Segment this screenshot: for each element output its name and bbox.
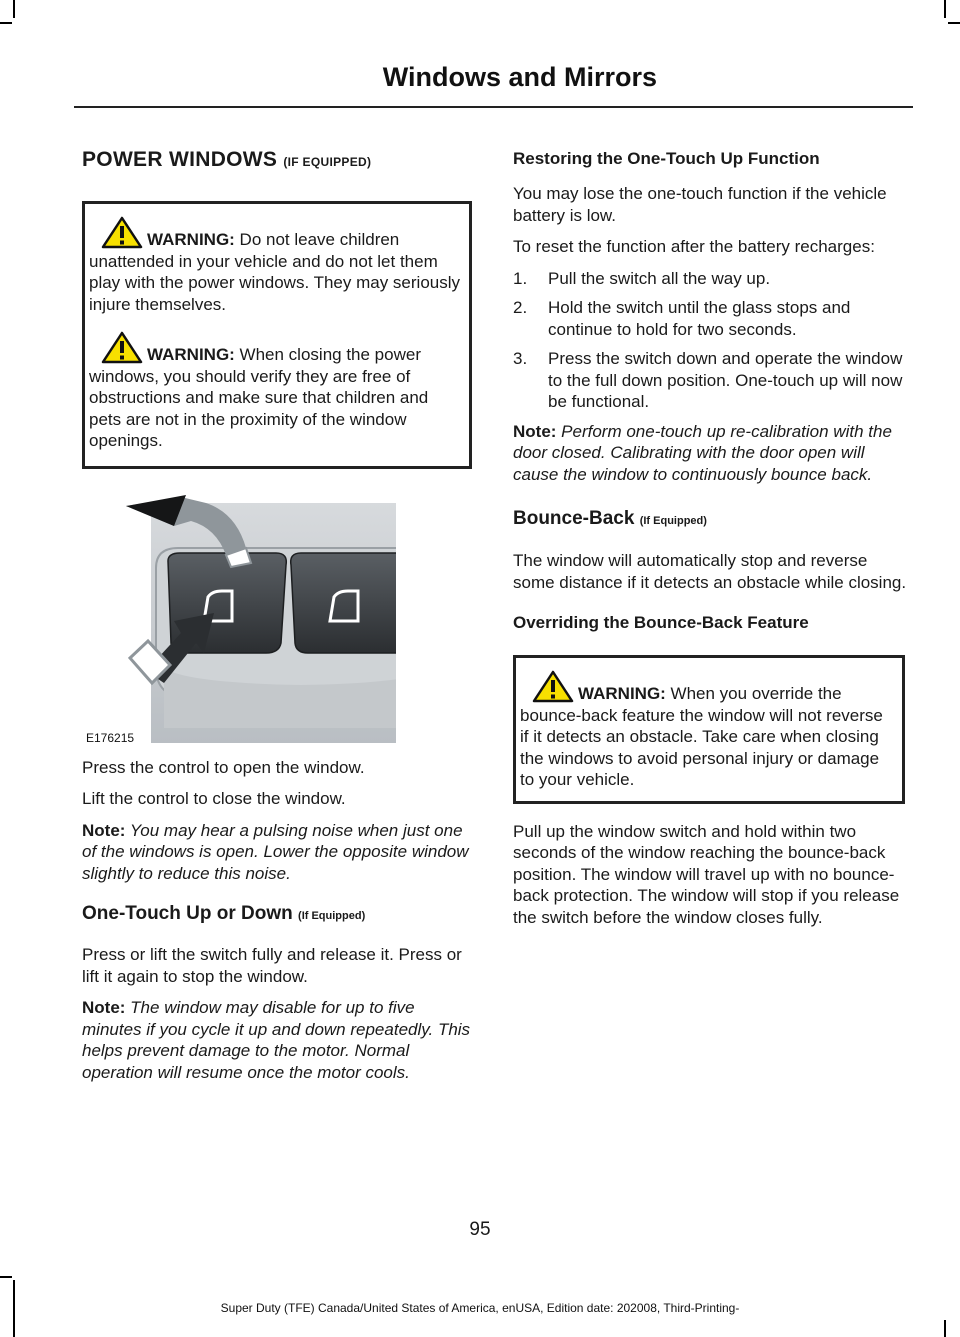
subheading-suffix: (If Equipped)	[298, 910, 366, 922]
warning-item	[89, 216, 461, 315]
section-title: POWER WINDOWS	[82, 148, 278, 171]
warning-item	[520, 670, 894, 791]
step-text: Pull the switch all the way up.	[548, 268, 771, 288]
subheading	[82, 901, 472, 929]
right-column	[513, 145, 908, 928]
warning-item	[89, 331, 461, 452]
left-column	[82, 145, 472, 1083]
figure-wrap	[82, 493, 472, 749]
subheading: Overriding the Bounce-Back Feature	[513, 613, 809, 632]
step-text: Press the switch down and operate the window to the full down position. One-touch up will now be functional.	[548, 349, 903, 411]
paragraph: You may lose the one-touch function if the vehicle battery is low.	[513, 184, 887, 225]
note-label: Note:	[82, 998, 126, 1017]
subheading-suffix: (If Equipped)	[639, 515, 707, 527]
section-suffix: (IF EQUIPPED)	[283, 155, 372, 169]
list-item	[513, 268, 908, 290]
note	[82, 997, 472, 1083]
note-label: Note:	[513, 421, 557, 441]
warning-label: WARNING:	[147, 345, 235, 364]
warning-box	[82, 201, 472, 469]
header-divider	[74, 106, 913, 108]
note-text: You may hear a pulsing noise when just one of the windows is open. Lower the opposite window slightly to reduce this noise.	[82, 820, 469, 883]
subheading-title: Bounce-Back	[513, 508, 635, 529]
list-item	[513, 348, 908, 413]
paragraph: To reset the function after the battery recharges:	[513, 237, 875, 256]
crop-mark	[0, 22, 12, 24]
window-switch-illustration	[86, 493, 386, 749]
crop-mark	[944, 1320, 946, 1337]
warning-box	[513, 655, 905, 804]
warning-triangle-icon	[101, 216, 143, 249]
page-number: 95	[469, 1219, 491, 1240]
paragraph: Pull up the window switch and hold within two seconds of the window reaching the bounce-back position. The window will travel up with no bounce-back protection. The window will stop if you release the switch before the window closes fully.	[513, 821, 900, 927]
subheading-title: One-Touch Up or Down	[82, 903, 293, 924]
subheading	[513, 506, 908, 534]
steps-list	[513, 268, 908, 413]
note	[513, 421, 908, 486]
list-item	[513, 297, 908, 340]
step-text: Hold the switch until the glass stops and continue to hold for two seconds.	[548, 298, 851, 339]
crop-mark	[13, 0, 15, 18]
footer-text: Super Duty (TFE) Canada/United States of America, enUSA, Edition date: 202008, Third-Printing-	[220, 1301, 740, 1315]
note-text: Perform one-touch up re-calibration with the door closed. Calibrating with the door open will cause the window to continuously bounce back.	[513, 421, 892, 484]
note-label: Note:	[82, 820, 126, 840]
crop-mark	[0, 1276, 12, 1278]
warning-label: WARNING:	[147, 230, 235, 249]
crop-mark	[948, 22, 960, 24]
step-number: 1.	[513, 268, 528, 288]
step-number: 2.	[513, 298, 528, 317]
warning-triangle-icon	[532, 670, 574, 703]
note-text: The window may disable for up to five minutes if you cycle it up and down repeatedly. This helps prevent damage to the motor. Normal operation will resume once the motor cools.	[82, 998, 471, 1082]
warning-text: Do not leave children unattended in your vehicle and do not let them play with the power windows. They may seriously injure themselves.	[89, 230, 461, 314]
warning-text: When you override the bounce-back feature the window will not reverse if it detects an obstacle. Take care when closing the windows to avoid personal injury or damage to your vehicle.	[520, 684, 883, 789]
warning-label: WARNING:	[578, 684, 666, 703]
switch-figure-svg	[86, 493, 396, 743]
warning-text: When closing the power windows, you should verify they are free of obstructions and make sure that children and pets are not in the proximity of the window openings.	[89, 345, 429, 450]
step-number: 3.	[513, 349, 528, 368]
page-title: Windows and Mirrors	[382, 62, 657, 92]
crop-mark	[944, 0, 946, 18]
figure-id: E176215	[86, 730, 135, 745]
section-heading	[82, 148, 472, 172]
one-touch-instruction: Press or lift the switch fully and release it. Press or lift it again to stop the window.	[82, 945, 462, 986]
warning-triangle-icon	[101, 331, 143, 364]
paragraph: The window will automatically stop and reverse some distance if it detects an obstacle while closing.	[513, 551, 907, 592]
close-instruction: Lift the control to close the window.	[82, 789, 346, 808]
note	[82, 820, 472, 885]
open-instruction: Press the control to open the window.	[82, 757, 365, 777]
subheading: Restoring the One-Touch Up Function	[513, 149, 820, 168]
